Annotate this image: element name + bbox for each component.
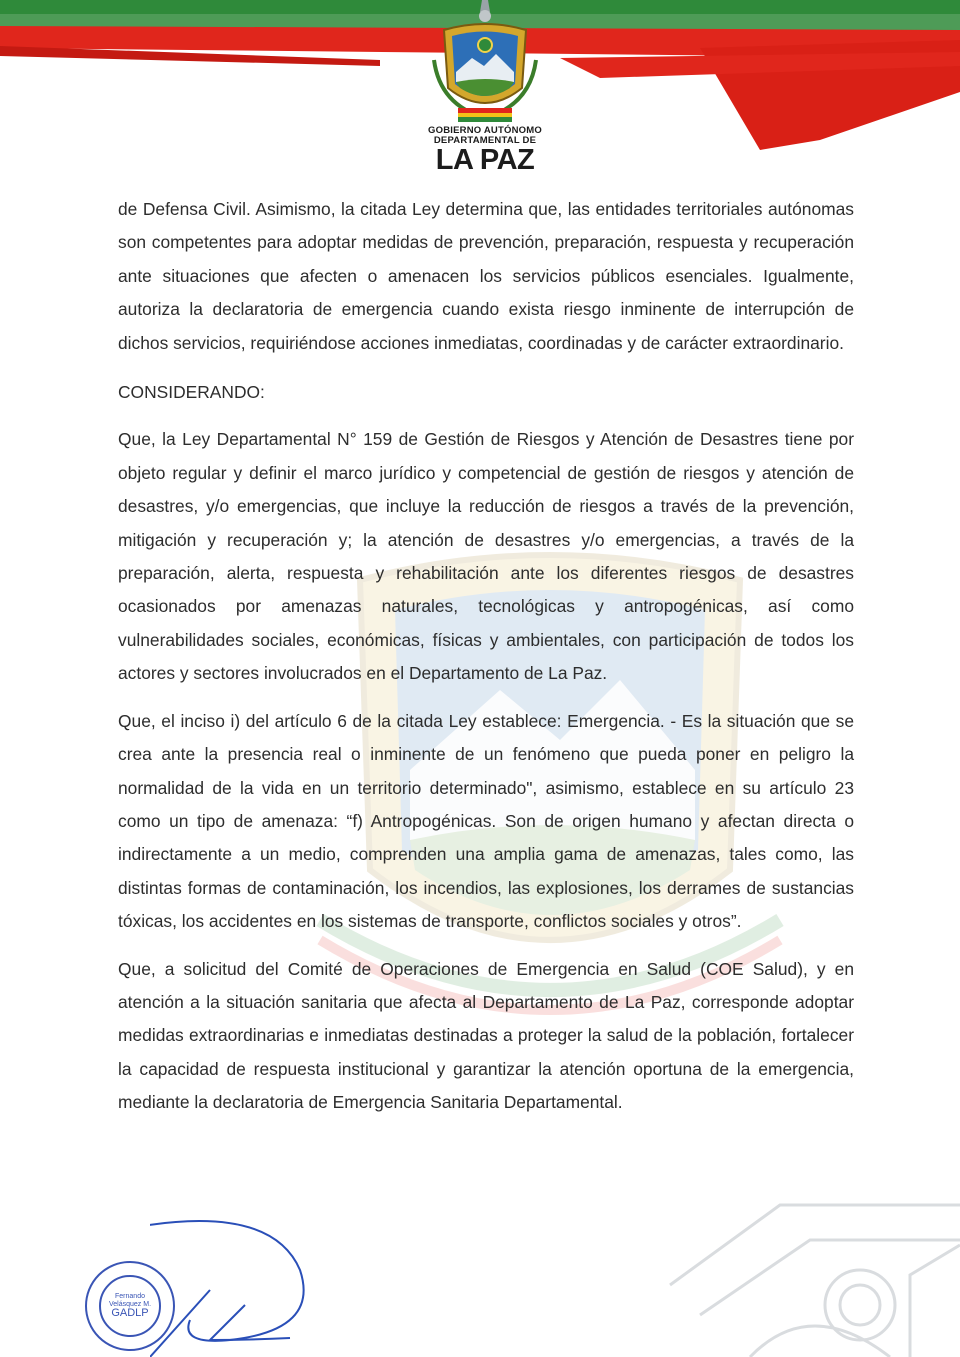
logo-line-1: GOBIERNO AUTÓNOMO (428, 125, 542, 136)
paragraph-inciso-emergencia: Que, el inciso i) del artículo 6 de la citada Ley establece: Emergencia. - Es la situación que se crea ante la presencia real o inminente de un fenómeno que pueda poner en peligro la normalidad de la vida en un territorio determinado", asimismo, establece en su artículo 23 como un tipo de amenaza: “f) Antropogénicas. Son de origen humano y afectan directa o indirectamente a un medio, comprenden una amplia gama de amenazas, tales como, las distintas formas de contaminación, los incendios, las explosiones, los derrames de sustancias tóxicas, los accidentes en los sistemas de transporte, conflictos sociales y otros”. (118, 710, 854, 932)
stamp-surname: Velásquez M. (108, 1301, 152, 1308)
logo-la-paz: LA PAZ (435, 144, 535, 176)
gadlp-coat-of-arms-logo (430, 0, 540, 125)
logo-line-2: DEPARTAMENTAL DE (433, 135, 537, 146)
document-body (118, 193, 854, 1120)
paragraph-coe-salud: Que, a solicitud del Comité de Operaciones de Emergencia en Salud (COE Salud), y en atención a la situación sanitaria que afecta al Departamento de La Paz, corresponde adoptar medidas extraordinarias e inmediatas destinadas a proteger la salud de la población, fortalecer la capacidad de respuesta institucional y garantizar la atención oportuna de la emergencia, mediante la declaratoria de Emergencia Sanitaria Departamental. (118, 958, 854, 1113)
decorative-outline-graphic (660, 1185, 960, 1357)
handwritten-signature (150, 1190, 410, 1357)
gadlp-logo-text (420, 126, 550, 174)
paragraph-defensa-civil: de Defensa Civil. Asimismo, la citada Ley determina que, las entidades territoriales autónomas son competentes para adoptar medidas de prevención, preparación, respuesta y recuperación ante situaciones que afecten o amenacen los servicios públicos esenciales. Igualmente, autoriza la declaratoria de emergencia cuando exista riesgo inminente de interrupción de dichos servicios, requiriéndose acciones inmediatas, coordinadas y de carácter extraordinario. (118, 199, 854, 353)
stamp-name: Fernando (115, 1293, 145, 1300)
considerando-heading: CONSIDERANDO: (118, 382, 265, 403)
paragraph-ley-159: Que, la Ley Departamental N° 159 de Gestión de Riesgos y Atención de Desastres tiene por objeto regular y definir el marco jurídico y competencial de gestión de riesgos y atención de desastres, y/o emergencias, que incluye la reducción de riesgos a través de la prevención, mitigación y recuperación y; la atención de desastres y/o emergencias, a través de la preparación, alerta, respuesta y rehabilitación ante los diferentes riesgos de desastres ocasionados por amenazas naturales, tecnológicas y antropogénicas, así como vulnerabilidades sociales, económicas, físicas y ambientales, con participación de todos los actores y sectores involucrados en el Departamento de La Paz. (118, 429, 854, 684)
stamp-gadlp: GADLP (111, 1307, 149, 1319)
official-stamp (80, 1258, 180, 1354)
